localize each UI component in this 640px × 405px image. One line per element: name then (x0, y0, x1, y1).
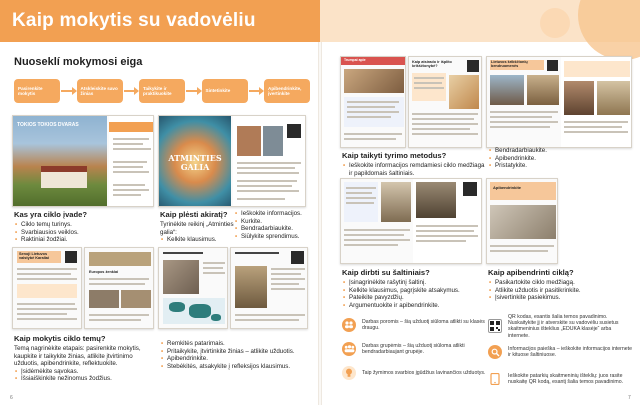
section-cycle-intro (14, 210, 154, 244)
list-item: • Remkitės patarimais. (160, 340, 314, 348)
legend-text: Darbas grupėmis – šią užduotį siūloma atlikti bendradarbiaujant grupėje. (362, 342, 465, 355)
thumb-communities (486, 56, 632, 148)
list-item: • Argumentuokite ir apibendrinkite. (342, 302, 484, 310)
search-icon (488, 345, 502, 359)
section-title: Kaip dirbti su šaltiniais? (342, 268, 430, 277)
qr-code-icon (488, 319, 502, 333)
section-broaden (160, 210, 240, 244)
list-item: • Apibendrinkite. (488, 155, 628, 163)
church-photo (490, 75, 524, 105)
list-item: • Kurkite. (234, 218, 314, 226)
thumb-summary (486, 178, 558, 264)
flow-step: Apibendrinkite, įvertinkite (264, 79, 310, 103)
section-research-more (488, 147, 628, 170)
list-item: • Kelkite klausimus. (160, 236, 240, 244)
list-item: • Įsidėmėkite sąvokas. (14, 368, 156, 376)
history-title: Senoji Lietuvos valstybė Karaliai (19, 252, 49, 261)
manor-photo (13, 116, 107, 207)
church-photo (564, 81, 594, 115)
europe-photo (89, 252, 151, 266)
research-2-title: Kaip atsirado ir išplito krikščionybė? (412, 60, 452, 69)
section-text: Tyrinėkite reikinį „Atminties galia“: (160, 221, 234, 236)
section-summarize (488, 268, 628, 302)
atmintis-photo (263, 126, 283, 156)
section-title: Kas yra ciklo įvade? (14, 210, 88, 219)
legend-text: Darbas poromis – šią užduotį siūloma atlikti su klasės draugu. (362, 318, 485, 331)
groups-icon (342, 342, 356, 356)
section-title: Kaip mokytis ciklo temų? (14, 334, 106, 343)
list-item: • Atlikite užduotis ir pasitikrinkite. (488, 287, 628, 295)
list-item: • Išsiaiškinkite nežinomus žodžius. (14, 375, 156, 383)
list-item: • Įsinagrinėkite rašytinį šaltinį. (342, 279, 484, 287)
thumb-atmintis (158, 115, 306, 207)
qr-box (463, 182, 477, 196)
research-1-title: Trumpai apie (344, 58, 366, 62)
statue-photo (490, 205, 556, 239)
intro-sidebar-header (109, 122, 154, 132)
section-cycle-topics (14, 334, 156, 383)
list-item: • Apibendrinkite. (160, 355, 314, 363)
legend-text: Taip žymimos svarbios įgūdžius lavinančios užduotys. (362, 369, 486, 376)
europe-photo (89, 290, 119, 308)
map-continent (169, 302, 185, 312)
list-item: • Ieškokite informacijos. (234, 210, 314, 218)
thumb-source (230, 247, 308, 329)
flow-step: Pasirenkite mokytis (14, 79, 60, 103)
thumb-map (158, 247, 228, 329)
thumb-sources (340, 178, 482, 264)
list-item: • Bendradarbiaukite. (234, 225, 314, 233)
section-text: Temą nagrinėkite etapais: pasirenkite mokytis, kaupkite ir taikykite žinias, atlikite įtvirtinimo užduotis, apibendrinkite, reflektuokite. (14, 345, 141, 368)
page-number-left: 6 (10, 395, 13, 401)
legend-text: QR kodas, esantis šalia temos pavadinimo. Nuskaitykite jį ir atverskite su vadovėliu susietus skaitmeninius išteklius „EDUKA klasėje“ arba internete. (508, 314, 619, 339)
thumb-cycle-intro (12, 115, 154, 207)
legend-text: Ieškokite patarkių skaitmeninių išteklių: juos rasite nuskaitę QR kodą, esantį šalia temos pavadinimo. (508, 372, 624, 385)
map-continent (211, 314, 221, 321)
legend-pairs (342, 318, 492, 332)
qr-box (547, 60, 558, 71)
qr-box (467, 60, 479, 72)
atmintis-title: ATMINTIES GALIA (168, 153, 222, 172)
list-item: • Pateikite pavyzdžių. (342, 294, 484, 302)
qr-box (287, 124, 301, 138)
list-item: • Ieškokite informacijos remdamiesi ciklo medžiaga ir papildomais šaltiniais. (342, 162, 486, 177)
flow-step: Atskleiskite savo žinias (77, 79, 123, 103)
thumb-research-2 (408, 56, 482, 148)
list-item: • Pristatykite. (488, 162, 628, 170)
list-item: • Siūlykite sprendimus. (234, 233, 314, 241)
qr-box (291, 251, 304, 264)
legend-creative (342, 366, 492, 380)
atmintis-photo (237, 126, 261, 156)
stone-photo (163, 260, 199, 294)
manor-building (41, 166, 87, 188)
cover-title: TOKIOS TOKIOS DVARAS (17, 122, 79, 128)
section-title: Kaip taikyti tyrimo metodus? (342, 151, 447, 160)
tablet-icon (488, 372, 502, 386)
legend-tablet (488, 372, 632, 386)
page-number-right: 7 (628, 395, 631, 401)
flow-arrow (249, 90, 264, 92)
section-research (342, 151, 486, 177)
flow-step: Sintetinkite (202, 79, 248, 103)
flow-arrow (124, 90, 139, 92)
list-item: • Raktiniai žodžiai. (14, 236, 154, 244)
list-item: • Bendradarbiaukite. (488, 147, 628, 155)
communities-panel (564, 61, 630, 77)
section-broaden-more (234, 210, 314, 241)
list-item: • Kelkite klausimus, pagrįskite atsakymus. (342, 287, 484, 295)
thumb-research-1 (340, 56, 406, 148)
flow-arrow (186, 90, 201, 92)
summary-title: Apibendrinkite (493, 185, 522, 190)
lightbulb-icon (342, 366, 356, 380)
source-photo (416, 182, 456, 218)
section-title: Kaip plėsti akiratį? (160, 210, 228, 219)
map-continent (189, 304, 211, 318)
history-highlight (17, 284, 77, 298)
church-photo (597, 81, 630, 115)
qr-box (65, 251, 77, 263)
research-photo (344, 69, 404, 93)
legend-qr (488, 314, 632, 339)
section-title: Kaip apibendrinti ciklą? (488, 268, 574, 277)
communities-title: Lietuvos krikščionių bendruomenės (491, 60, 528, 69)
source-photo (381, 182, 411, 222)
legend-groups (342, 342, 492, 356)
legend-info (488, 345, 632, 359)
list-item: • Įsivertinkite pasiekimus. (488, 294, 628, 302)
europe-title: Europos ženklai (89, 270, 119, 274)
flow-step: Taikykite ir praktikuokite (139, 79, 185, 103)
decor-circle (540, 8, 570, 38)
page-title: Kaip mokytis su vadovėliu (12, 10, 256, 31)
page-fold (318, 0, 322, 405)
list-item: • Svarbiausios veiklos. (14, 229, 154, 237)
list-item: • Pritaikykite, įtvirtinkite žinias – atlikite užduotis. (160, 348, 314, 356)
flow-title: Nuoseklí mokymosi eiga (14, 56, 143, 68)
flow-arrow (61, 90, 76, 92)
thumb-history (12, 247, 82, 329)
section-sources (342, 268, 484, 310)
crowd-photo (235, 266, 267, 308)
europe-photo (121, 290, 151, 308)
list-item: • Stebėkitės, atsakykite į refleksijos klausimus. (160, 363, 314, 371)
learning-flow (14, 76, 310, 106)
list-item: • Pasikartokite ciklo medžiagą. (488, 279, 628, 287)
church-photo (527, 75, 559, 105)
pairs-icon (342, 318, 356, 332)
section-cycle-topics-more (160, 340, 314, 371)
thumb-europe (84, 247, 154, 329)
list-item: • Ciklo temų turinys. (14, 221, 154, 229)
legend-text: Informacijos paieška – ieškokite informacijos internete ir kituose šaltiniuose. (508, 345, 632, 358)
map-photo (449, 75, 479, 109)
